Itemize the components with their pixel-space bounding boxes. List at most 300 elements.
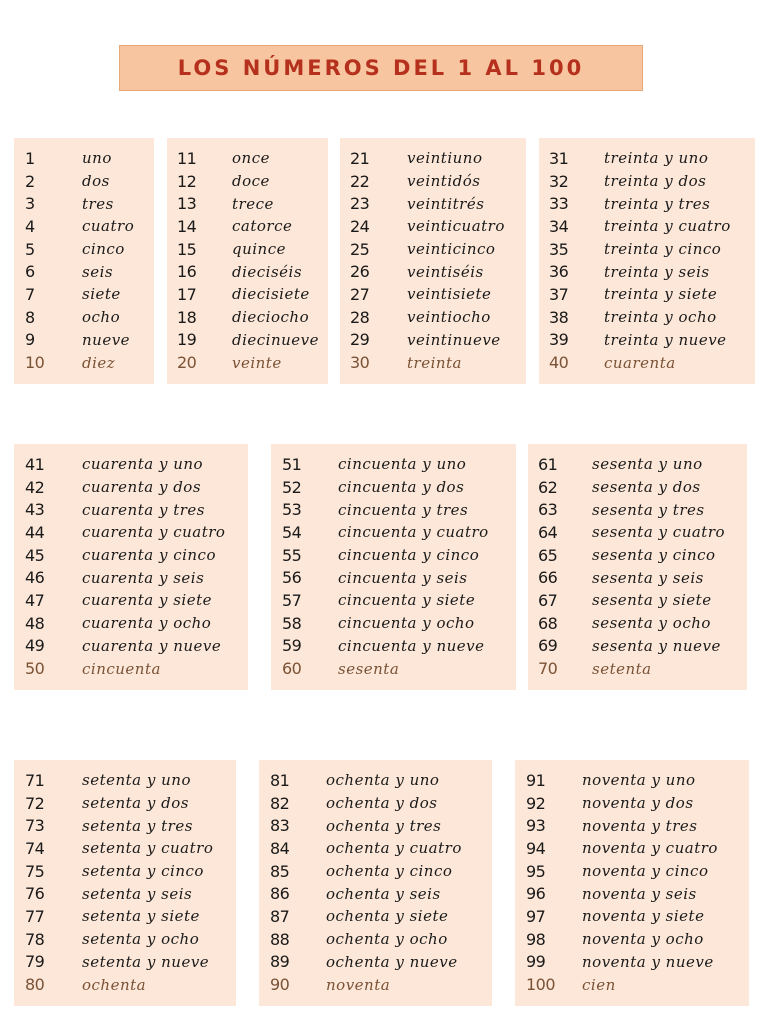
number-word: veintidós bbox=[407, 172, 481, 191]
number-row bbox=[270, 837, 492, 860]
number-word: veintiocho bbox=[407, 308, 491, 327]
number-digit: 75 bbox=[25, 861, 45, 881]
number-word: treinta y cinco bbox=[604, 240, 722, 259]
number-word: setenta bbox=[592, 659, 652, 678]
number-row bbox=[25, 306, 154, 329]
number-digit: 58 bbox=[282, 613, 302, 633]
number-word: veintitrés bbox=[407, 194, 485, 213]
number-word: tres bbox=[82, 194, 114, 213]
number-row bbox=[25, 351, 154, 374]
number-word: doce bbox=[232, 172, 270, 191]
number-word: diecisiete bbox=[232, 285, 310, 304]
number-digit: 1 bbox=[25, 148, 35, 168]
number-row bbox=[25, 260, 154, 283]
number-word: nueve bbox=[82, 330, 131, 349]
number-digit: 23 bbox=[350, 194, 370, 214]
number-word: catorce bbox=[232, 217, 293, 236]
number-digit: 50 bbox=[25, 659, 45, 679]
number-row bbox=[549, 306, 755, 329]
number-row bbox=[282, 635, 516, 658]
number-digit: 78 bbox=[25, 929, 45, 949]
number-digit: 60 bbox=[282, 659, 302, 679]
number-digit: 99 bbox=[526, 952, 546, 972]
number-row bbox=[25, 544, 248, 567]
number-digit: 11 bbox=[177, 148, 197, 168]
number-digit: 62 bbox=[538, 477, 558, 497]
number-digit: 33 bbox=[549, 194, 569, 214]
number-row bbox=[270, 792, 492, 815]
number-word: treinta y siete bbox=[604, 285, 718, 304]
number-row bbox=[25, 170, 154, 193]
number-row bbox=[526, 837, 749, 860]
number-row bbox=[177, 147, 328, 170]
number-digit: 26 bbox=[350, 262, 370, 282]
number-row bbox=[538, 657, 747, 680]
number-row bbox=[270, 973, 492, 996]
number-digit: 77 bbox=[25, 906, 45, 926]
number-row bbox=[350, 351, 526, 374]
number-box-51-60 bbox=[271, 444, 516, 690]
number-row bbox=[549, 329, 755, 352]
number-box-31-40 bbox=[539, 138, 755, 384]
number-digit: 8 bbox=[25, 307, 35, 327]
number-row bbox=[25, 837, 236, 860]
number-digit: 40 bbox=[549, 353, 569, 373]
number-word: ochenta y siete bbox=[326, 907, 449, 926]
number-row bbox=[549, 238, 755, 261]
number-row bbox=[526, 769, 749, 792]
number-row bbox=[177, 306, 328, 329]
number-word: ochenta y tres bbox=[326, 816, 442, 835]
number-digit: 81 bbox=[270, 770, 290, 790]
number-row bbox=[526, 860, 749, 883]
number-row bbox=[270, 882, 492, 905]
number-box-1-10 bbox=[14, 138, 154, 384]
number-word: treinta y tres bbox=[604, 194, 711, 213]
number-word: noventa y dos bbox=[582, 794, 694, 813]
number-digit: 55 bbox=[282, 545, 302, 565]
number-word: veintiséis bbox=[407, 262, 484, 281]
number-row bbox=[549, 192, 755, 215]
number-word: cinco bbox=[82, 240, 125, 259]
number-word: noventa y uno bbox=[582, 771, 696, 790]
number-word: cincuenta y tres bbox=[338, 500, 469, 519]
number-word: diecinueve bbox=[232, 330, 320, 349]
number-row bbox=[282, 566, 516, 589]
number-word: veintinueve bbox=[407, 330, 501, 349]
number-digit: 18 bbox=[177, 307, 197, 327]
number-word: diez bbox=[82, 353, 116, 372]
number-box-71-80 bbox=[14, 760, 236, 1006]
number-digit: 44 bbox=[25, 522, 45, 542]
number-row bbox=[177, 170, 328, 193]
number-row bbox=[282, 521, 516, 544]
number-word: noventa y ocho bbox=[582, 930, 704, 949]
number-word: setenta y nueve bbox=[82, 952, 210, 971]
number-digit: 97 bbox=[526, 906, 546, 926]
number-digit: 7 bbox=[25, 284, 35, 304]
number-word: cincuenta bbox=[82, 659, 161, 678]
number-digit: 65 bbox=[538, 545, 558, 565]
number-row bbox=[526, 928, 749, 951]
number-digit: 25 bbox=[350, 239, 370, 259]
number-digit: 84 bbox=[270, 838, 290, 858]
number-word: uno bbox=[82, 149, 112, 168]
number-row bbox=[25, 928, 236, 951]
number-digit: 71 bbox=[25, 770, 45, 790]
number-row bbox=[270, 769, 492, 792]
number-digit: 69 bbox=[538, 636, 558, 656]
number-row bbox=[25, 792, 236, 815]
number-digit: 46 bbox=[25, 568, 45, 588]
number-word: noventa y seis bbox=[582, 884, 697, 903]
number-row bbox=[177, 351, 328, 374]
number-word: ocho bbox=[82, 308, 121, 327]
number-row bbox=[549, 260, 755, 283]
number-word: noventa y nueve bbox=[582, 952, 714, 971]
number-row bbox=[270, 860, 492, 883]
number-row bbox=[538, 476, 747, 499]
number-row bbox=[177, 329, 328, 352]
number-word: sesenta y uno bbox=[592, 455, 703, 474]
number-word: dieciocho bbox=[232, 308, 310, 327]
number-row bbox=[25, 215, 154, 238]
number-digit: 90 bbox=[270, 975, 290, 995]
number-row bbox=[25, 612, 248, 635]
number-row bbox=[25, 498, 248, 521]
number-word: cuarenta y cinco bbox=[82, 546, 216, 565]
number-word: cincuenta y dos bbox=[338, 478, 465, 497]
number-row bbox=[25, 769, 236, 792]
number-word: cincuenta y uno bbox=[338, 455, 467, 474]
number-digit: 51 bbox=[282, 454, 302, 474]
number-digit: 14 bbox=[177, 216, 197, 236]
number-digit: 38 bbox=[549, 307, 569, 327]
number-digit: 76 bbox=[25, 884, 45, 904]
number-word: cuarenta y dos bbox=[82, 478, 202, 497]
number-row bbox=[526, 882, 749, 905]
number-digit: 54 bbox=[282, 522, 302, 542]
number-word: setenta y dos bbox=[82, 794, 189, 813]
number-row bbox=[350, 260, 526, 283]
number-row bbox=[25, 589, 248, 612]
number-row bbox=[177, 260, 328, 283]
number-row bbox=[25, 566, 248, 589]
number-word: cuarenta y ocho bbox=[82, 614, 212, 633]
number-word: ochenta y cuatro bbox=[326, 839, 462, 858]
number-digit: 52 bbox=[282, 477, 302, 497]
number-row bbox=[25, 521, 248, 544]
number-digit: 88 bbox=[270, 929, 290, 949]
number-digit: 94 bbox=[526, 838, 546, 858]
number-row bbox=[350, 329, 526, 352]
number-digit: 70 bbox=[538, 659, 558, 679]
number-digit: 31 bbox=[549, 148, 569, 168]
number-digit: 3 bbox=[25, 194, 35, 214]
number-digit: 43 bbox=[25, 500, 45, 520]
number-word: siete bbox=[82, 285, 121, 304]
number-row bbox=[282, 544, 516, 567]
number-word: setenta y ocho bbox=[82, 930, 200, 949]
number-word: dieciséis bbox=[232, 262, 303, 281]
number-digit: 87 bbox=[270, 906, 290, 926]
number-digit: 66 bbox=[538, 568, 558, 588]
number-digit: 22 bbox=[350, 171, 370, 191]
number-digit: 19 bbox=[177, 330, 197, 350]
number-digit: 28 bbox=[350, 307, 370, 327]
number-digit: 83 bbox=[270, 816, 290, 836]
number-digit: 42 bbox=[25, 477, 45, 497]
number-word: sesenta y dos bbox=[592, 478, 701, 497]
number-digit: 79 bbox=[25, 952, 45, 972]
number-row bbox=[350, 192, 526, 215]
number-row bbox=[350, 238, 526, 261]
number-box-21-30 bbox=[340, 138, 526, 384]
number-digit: 15 bbox=[177, 239, 197, 259]
number-word: cuarenta y siete bbox=[82, 591, 212, 610]
number-row bbox=[25, 329, 154, 352]
number-row bbox=[25, 476, 248, 499]
number-word: cincuenta y seis bbox=[338, 568, 468, 587]
number-digit: 89 bbox=[270, 952, 290, 972]
number-digit: 39 bbox=[549, 330, 569, 350]
number-word: sesenta y tres bbox=[592, 500, 705, 519]
number-word: cincuenta y cinco bbox=[338, 546, 480, 565]
number-row bbox=[270, 814, 492, 837]
number-digit: 13 bbox=[177, 194, 197, 214]
number-word: sesenta y seis bbox=[592, 568, 704, 587]
number-digit: 63 bbox=[538, 500, 558, 520]
number-digit: 16 bbox=[177, 262, 197, 282]
number-row bbox=[526, 951, 749, 974]
number-digit: 35 bbox=[549, 239, 569, 259]
number-word: noventa y cuatro bbox=[582, 839, 718, 858]
number-word: ochenta bbox=[82, 975, 147, 994]
number-row bbox=[282, 453, 516, 476]
number-row bbox=[526, 814, 749, 837]
number-word: once bbox=[232, 149, 270, 168]
number-word: treinta y cuatro bbox=[604, 217, 731, 236]
number-word: setenta y cinco bbox=[82, 862, 204, 881]
number-row bbox=[25, 657, 248, 680]
number-row bbox=[25, 860, 236, 883]
number-digit: 30 bbox=[350, 353, 370, 373]
number-word: treinta y ocho bbox=[604, 308, 717, 327]
number-word: setenta y seis bbox=[82, 884, 193, 903]
number-digit: 47 bbox=[25, 590, 45, 610]
number-row bbox=[350, 215, 526, 238]
number-digit: 32 bbox=[549, 171, 569, 191]
number-word: trece bbox=[232, 194, 274, 213]
number-row bbox=[282, 657, 516, 680]
number-digit: 93 bbox=[526, 816, 546, 836]
number-word: setenta y siete bbox=[82, 907, 200, 926]
page-title: LOS NÚMEROS DEL 1 AL 100 bbox=[119, 45, 643, 91]
number-digit: 48 bbox=[25, 613, 45, 633]
number-row bbox=[538, 612, 747, 635]
number-row bbox=[25, 973, 236, 996]
number-row bbox=[25, 147, 154, 170]
number-digit: 59 bbox=[282, 636, 302, 656]
number-word: setenta y uno bbox=[82, 771, 191, 790]
number-word: sesenta bbox=[338, 659, 400, 678]
number-word: treinta bbox=[407, 353, 463, 372]
number-digit: 72 bbox=[25, 793, 45, 813]
number-row bbox=[282, 589, 516, 612]
number-word: ochenta y cinco bbox=[326, 862, 453, 881]
number-row bbox=[282, 612, 516, 635]
number-word: cincuenta y cuatro bbox=[338, 523, 489, 542]
number-row bbox=[177, 283, 328, 306]
number-word: veinte bbox=[232, 353, 282, 372]
number-row bbox=[538, 521, 747, 544]
number-row bbox=[538, 589, 747, 612]
number-digit: 96 bbox=[526, 884, 546, 904]
number-word: setenta y cuatro bbox=[82, 839, 214, 858]
number-box-41-50 bbox=[14, 444, 248, 690]
number-word: dos bbox=[82, 172, 110, 191]
number-digit: 80 bbox=[25, 975, 45, 995]
number-row bbox=[350, 306, 526, 329]
number-word: cuarenta y tres bbox=[82, 500, 205, 519]
number-word: cuarenta y seis bbox=[82, 568, 205, 587]
number-row bbox=[25, 192, 154, 215]
number-digit: 91 bbox=[526, 770, 546, 790]
number-box-91-100 bbox=[515, 760, 749, 1006]
number-word: quince bbox=[232, 240, 286, 259]
number-row bbox=[350, 170, 526, 193]
number-row bbox=[538, 544, 747, 567]
number-digit: 92 bbox=[526, 793, 546, 813]
number-digit: 74 bbox=[25, 838, 45, 858]
number-row bbox=[549, 147, 755, 170]
number-word: cincuenta y nueve bbox=[338, 636, 485, 655]
number-row bbox=[177, 215, 328, 238]
number-row bbox=[25, 453, 248, 476]
number-word: ochenta y dos bbox=[326, 794, 438, 813]
number-row bbox=[538, 635, 747, 658]
number-word: noventa bbox=[326, 975, 391, 994]
number-word: cuarenta y nueve bbox=[82, 636, 222, 655]
number-digit: 29 bbox=[350, 330, 370, 350]
number-word: sesenta y cuatro bbox=[592, 523, 726, 542]
number-row bbox=[549, 215, 755, 238]
number-word: cien bbox=[582, 975, 616, 994]
number-row bbox=[350, 147, 526, 170]
number-digit: 86 bbox=[270, 884, 290, 904]
number-row bbox=[270, 905, 492, 928]
number-row bbox=[538, 566, 747, 589]
number-word: cincuenta y ocho bbox=[338, 614, 475, 633]
number-word: cuarenta y uno bbox=[82, 455, 204, 474]
number-box-61-70 bbox=[528, 444, 747, 690]
number-row bbox=[350, 283, 526, 306]
number-row bbox=[549, 351, 755, 374]
number-word: veintisiete bbox=[407, 285, 492, 304]
number-row bbox=[25, 882, 236, 905]
number-word: veinticuatro bbox=[407, 217, 505, 236]
number-word: sesenta y nueve bbox=[592, 636, 721, 655]
number-word: treinta y nueve bbox=[604, 330, 727, 349]
number-word: ochenta y uno bbox=[326, 771, 440, 790]
number-digit: 64 bbox=[538, 522, 558, 542]
number-digit: 95 bbox=[526, 861, 546, 881]
number-digit: 85 bbox=[270, 861, 290, 881]
number-word: cincuenta y siete bbox=[338, 591, 476, 610]
number-word: ochenta y nueve bbox=[326, 952, 458, 971]
number-word: veinticinco bbox=[407, 240, 496, 259]
number-word: cuatro bbox=[82, 217, 135, 236]
number-digit: 34 bbox=[549, 216, 569, 236]
number-digit: 100 bbox=[526, 975, 556, 995]
number-row bbox=[25, 635, 248, 658]
number-row bbox=[538, 498, 747, 521]
number-word: noventa y siete bbox=[582, 907, 705, 926]
number-word: noventa y cinco bbox=[582, 862, 709, 881]
number-row bbox=[526, 792, 749, 815]
number-digit: 12 bbox=[177, 171, 197, 191]
number-word: veintiuno bbox=[407, 149, 483, 168]
number-digit: 68 bbox=[538, 613, 558, 633]
number-digit: 10 bbox=[25, 353, 45, 373]
number-digit: 73 bbox=[25, 816, 45, 836]
number-digit: 21 bbox=[350, 148, 370, 168]
number-row bbox=[526, 905, 749, 928]
number-row bbox=[282, 476, 516, 499]
number-row bbox=[549, 170, 755, 193]
number-digit: 98 bbox=[526, 929, 546, 949]
number-row bbox=[549, 283, 755, 306]
number-digit: 53 bbox=[282, 500, 302, 520]
number-row bbox=[270, 928, 492, 951]
number-word: noventa y tres bbox=[582, 816, 698, 835]
number-word: treinta y seis bbox=[604, 262, 710, 281]
number-word: ochenta y seis bbox=[326, 884, 441, 903]
number-digit: 49 bbox=[25, 636, 45, 656]
number-digit: 17 bbox=[177, 284, 197, 304]
number-word: setenta y tres bbox=[82, 816, 193, 835]
number-digit: 5 bbox=[25, 239, 35, 259]
number-row bbox=[177, 238, 328, 261]
number-row bbox=[25, 814, 236, 837]
number-digit: 6 bbox=[25, 262, 35, 282]
number-word: ochenta y ocho bbox=[326, 930, 448, 949]
number-digit: 57 bbox=[282, 590, 302, 610]
number-digit: 9 bbox=[25, 330, 35, 350]
number-digit: 2 bbox=[25, 171, 35, 191]
number-digit: 4 bbox=[25, 216, 35, 236]
number-digit: 67 bbox=[538, 590, 558, 610]
number-row bbox=[538, 453, 747, 476]
number-word: sesenta y ocho bbox=[592, 614, 711, 633]
number-word: cuarenta bbox=[604, 353, 676, 372]
number-row bbox=[526, 973, 749, 996]
number-row bbox=[25, 283, 154, 306]
number-word: sesenta y siete bbox=[592, 591, 712, 610]
number-digit: 27 bbox=[350, 284, 370, 304]
number-word: treinta y uno bbox=[604, 149, 709, 168]
number-digit: 24 bbox=[350, 216, 370, 236]
number-box-81-90 bbox=[259, 760, 492, 1006]
number-word: treinta y dos bbox=[604, 172, 707, 191]
number-digit: 37 bbox=[549, 284, 569, 304]
number-row bbox=[25, 905, 236, 928]
number-digit: 41 bbox=[25, 454, 45, 474]
number-digit: 82 bbox=[270, 793, 290, 813]
number-digit: 56 bbox=[282, 568, 302, 588]
number-box-11-20 bbox=[167, 138, 328, 384]
number-word: cuarenta y cuatro bbox=[82, 523, 226, 542]
